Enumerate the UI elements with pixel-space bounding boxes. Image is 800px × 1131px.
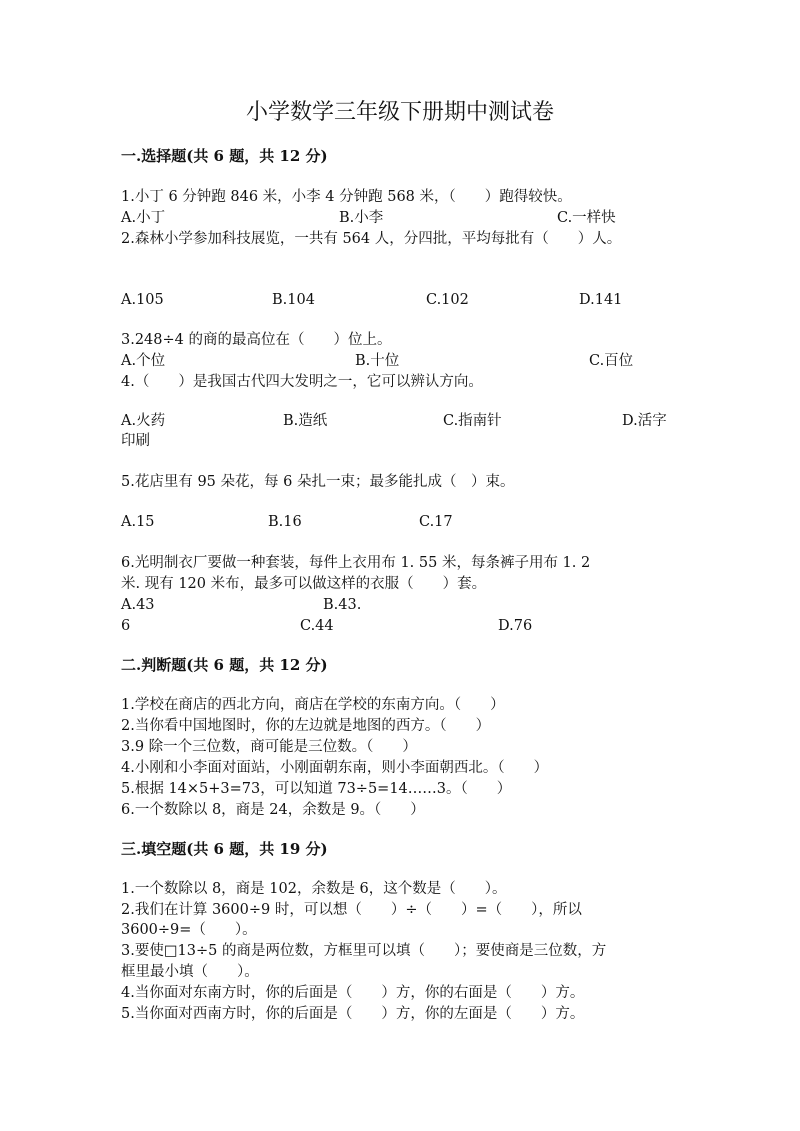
- option-a: A.43: [121, 597, 155, 613]
- question-stem: 4.（ ）是我国古代四大发明之一，它可以辨认方向。: [121, 374, 483, 390]
- fill-blank-line: 5.当你面对西南方时，你的后面是（ ）方，你的左面是（ ）方。: [121, 1006, 585, 1022]
- option-b: B.104: [272, 292, 315, 308]
- option-b: B.造纸: [283, 413, 328, 429]
- question-stem: 6.光明制衣厂要做一种套装，每件上衣用布 1. 55 米，每条裤子用布 1. 2: [121, 555, 591, 571]
- fill-blank-line: 3600÷9=（ ）。: [121, 922, 257, 938]
- section-heading-fill-blank: 三.填空题(共 6 题，共 19 分): [121, 840, 328, 858]
- option-c: C.百位: [589, 353, 634, 369]
- option-d: D.141: [579, 292, 623, 308]
- option-b: B.十位: [355, 353, 400, 369]
- section-heading-judgement: 二.判断题(共 6 题，共 12 分): [121, 656, 328, 674]
- judgement-item: 4.小刚和小李面对面站，小刚面朝东南，则小李面朝西北。（ ）: [121, 760, 549, 776]
- question-stem-continuation: 米. 现有 120 米布，最多可以做这样的衣服（ ）套。: [121, 576, 487, 592]
- question-stem: 1.小丁 6 分钟跑 846 米，小李 4 分钟跑 568 米，（ ）跑得较快。: [121, 189, 572, 205]
- option-a: A.小丁: [121, 210, 166, 226]
- fill-blank-line: 2.我们在计算 3600÷9 时，可以想（ ）÷（ ）=（ ），所以: [121, 902, 582, 918]
- page-title: 小学数学三年级下册期中测试卷: [245, 100, 554, 125]
- question-stem: 2.森林小学参加科技展览，一共有 564 人，分四批，平均每批有（ ）人。: [121, 231, 622, 247]
- judgement-item: 1.学校在商店的西北方向，商店在学校的东南方向。（ ）: [121, 697, 505, 713]
- option-c: C.指南针: [443, 413, 502, 429]
- question-stem: 3.248÷4 的商的最高位在（ ）位上。: [121, 332, 392, 348]
- judgement-item: 3.9 除一个三位数，商可能是三位数。（ ）: [121, 739, 417, 755]
- judgement-item: 6.一个数除以 8，商是 24，余数是 9。（ ）: [121, 802, 425, 818]
- section-heading-choice: 一.选择题(共 6 题，共 12 分): [121, 147, 328, 165]
- judgement-item: 2.当你看中国地图时，你的左边就是地图的西方。（ ）: [121, 718, 491, 734]
- option-a: A.15: [121, 514, 155, 530]
- option-c: C.一样快: [557, 210, 616, 226]
- option-a: A.个位: [121, 353, 166, 369]
- option-b: B.16: [268, 514, 302, 530]
- option-c: C.44: [300, 618, 334, 634]
- judgement-item: 5.根据 14×5+3=73，可以知道 73÷5=14……3。（ ）: [121, 781, 512, 797]
- question-stem: 5.花店里有 95 朵花，每 6 朵扎一束；最多能扎成（ ）束。: [121, 474, 515, 490]
- option-b: B.小李: [339, 210, 384, 226]
- fill-blank-line: 4.当你面对东南方时，你的后面是（ ）方，你的右面是（ ）方。: [121, 985, 585, 1001]
- option-a: A.105: [121, 292, 164, 308]
- fill-blank-line: 3.要使□13÷5 的商是两位数，方框里可以填（ ）；要使商是三位数，方: [121, 943, 607, 959]
- option-d: D.活字: [622, 413, 667, 429]
- option-a: A.火药: [121, 413, 166, 429]
- fill-blank-line: 框里最小填（ ）。: [121, 964, 259, 980]
- option-c: C.102: [426, 292, 469, 308]
- option-c: C.17: [419, 514, 453, 530]
- option-b-continuation: 6: [121, 618, 131, 634]
- fill-blank-line: 1.一个数除以 8，商是 102，余数是 6，这个数是（ ）。: [121, 881, 507, 897]
- option-b: B.43.: [323, 597, 362, 613]
- option-d: D.76: [498, 618, 533, 634]
- option-d-continuation: 印刷: [121, 433, 150, 449]
